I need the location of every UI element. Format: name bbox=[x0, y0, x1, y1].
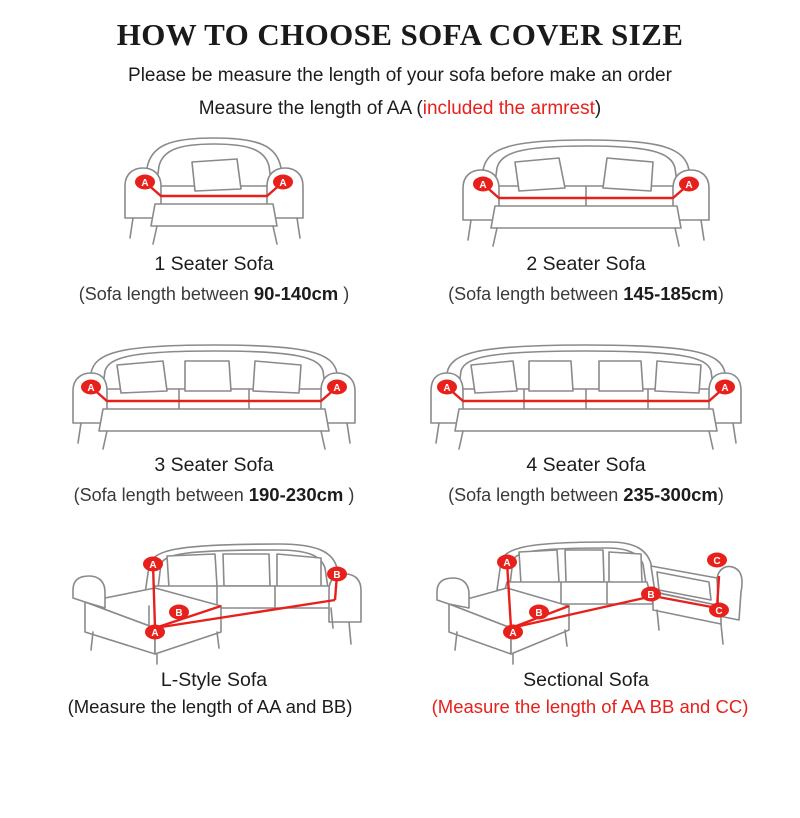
illustration-4-seater-sofa bbox=[421, 327, 751, 452]
svg-text:C: C bbox=[715, 606, 723, 618]
sofa-type-grid bbox=[0, 126, 800, 718]
sofa-length-4-seater bbox=[448, 484, 724, 506]
illustration-sectional-sofa bbox=[421, 532, 751, 667]
svg-text:A: A bbox=[279, 178, 287, 190]
svg-text:B: B bbox=[333, 570, 341, 582]
instruction-line-2-prefix: Measure the length of AA ( bbox=[198, 98, 423, 120]
sofa-label-1-seater: 1 Seater Sofa bbox=[154, 253, 274, 276]
sofa-label-3-seater: 3 Seater Sofa bbox=[154, 454, 274, 477]
instruction-line-2-highlight: included the armrest bbox=[422, 98, 595, 120]
illustration-1-seater-sofa bbox=[89, 126, 339, 251]
svg-text:A: A bbox=[141, 178, 149, 190]
length-suffix: ) bbox=[338, 284, 350, 305]
length-value: 190-230cm bbox=[248, 484, 344, 506]
infographic-page bbox=[0, 18, 800, 818]
sofa-label-4-seater: 4 Seater Sofa bbox=[526, 454, 646, 477]
sofa-card-1-seater bbox=[28, 126, 400, 305]
grid-row-1 bbox=[0, 126, 800, 305]
svg-text:A: A bbox=[443, 383, 451, 395]
sofa-card-4-seater bbox=[400, 327, 772, 506]
svg-text:A: A bbox=[721, 383, 729, 395]
svg-text:B: B bbox=[535, 608, 543, 620]
length-suffix: ) bbox=[343, 485, 355, 506]
illustration-l-style-sofa bbox=[49, 532, 379, 667]
svg-text:A: A bbox=[151, 628, 159, 640]
length-prefix: (Sofa length between bbox=[73, 485, 249, 506]
svg-text:A: A bbox=[479, 180, 487, 192]
svg-text:A: A bbox=[149, 560, 157, 572]
sofa-label-sectional: Sectional Sofa bbox=[523, 669, 649, 692]
footer-notes bbox=[0, 696, 800, 718]
length-prefix: (Sofa length between bbox=[78, 284, 254, 305]
sofa-length-3-seater bbox=[74, 484, 355, 506]
svg-text:A: A bbox=[509, 628, 517, 640]
length-suffix: ) bbox=[717, 284, 724, 305]
sofa-card-l-style bbox=[28, 532, 400, 692]
grid-row-2 bbox=[0, 327, 800, 506]
svg-text:A: A bbox=[87, 383, 95, 395]
sofa-length-1-seater bbox=[79, 283, 349, 305]
illustration-3-seater-sofa bbox=[59, 327, 369, 452]
sofa-label-l-style: L-Style Sofa bbox=[160, 669, 268, 692]
instruction-line-2-suffix: ) bbox=[594, 98, 602, 120]
length-value: 145-185cm bbox=[623, 283, 718, 305]
grid-row-3 bbox=[0, 532, 800, 692]
svg-text:B: B bbox=[647, 590, 655, 602]
footer-note-l-style: (Measure the length of AA and BB) bbox=[67, 696, 353, 718]
illustration-2-seater-sofa bbox=[441, 126, 731, 251]
sofa-card-sectional bbox=[400, 532, 772, 692]
length-prefix: (Sofa length between bbox=[448, 284, 624, 305]
svg-text:A: A bbox=[685, 180, 693, 192]
length-prefix: (Sofa length between bbox=[448, 485, 624, 506]
instruction-line-1: Please be measure the length of your sofa before make an order bbox=[128, 65, 672, 87]
sofa-card-2-seater bbox=[400, 126, 772, 305]
length-value: 235-300cm bbox=[623, 484, 718, 506]
footer-note-sectional: (Measure the length of AA BB and CC) bbox=[431, 696, 749, 718]
svg-text:A: A bbox=[333, 383, 341, 395]
svg-text:A: A bbox=[503, 558, 511, 570]
svg-text:C: C bbox=[713, 556, 721, 568]
length-value: 90-140cm bbox=[253, 283, 339, 305]
sofa-label-2-seater: 2 Seater Sofa bbox=[526, 253, 646, 276]
sofa-length-2-seater bbox=[448, 283, 724, 305]
sofa-card-3-seater bbox=[28, 327, 400, 506]
svg-text:B: B bbox=[175, 608, 183, 620]
instruction-line-2 bbox=[0, 98, 800, 120]
page-title: HOW TO CHOOSE SOFA COVER SIZE bbox=[116, 17, 684, 52]
length-suffix: ) bbox=[717, 485, 724, 506]
